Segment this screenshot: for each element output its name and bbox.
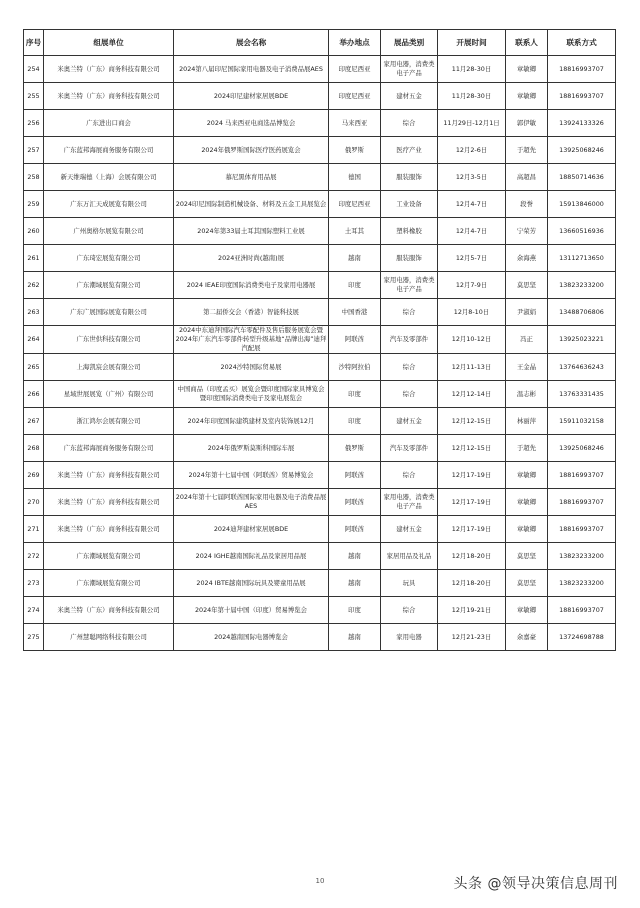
cell-phone: 13660516936 [548, 218, 616, 245]
table-row [24, 299, 616, 326]
cell-phone: 13488706806 [548, 299, 616, 326]
cell-contact: 余嘉豪 [506, 624, 548, 651]
cell-phone: 18816993707 [548, 56, 616, 83]
cell-contact: 冯正 [506, 326, 548, 354]
cell-date: 12月10-12日 [438, 326, 506, 354]
cell-organizer: 广东潮域展览有限公司 [44, 543, 174, 570]
cell-location: 俄罗斯 [329, 435, 381, 462]
cell-location: 越南 [329, 245, 381, 272]
cell-organizer: 上海凯宸会展有限公司 [44, 354, 174, 381]
cell-phone: 18816993707 [548, 489, 616, 516]
cell-contact: 高超昌 [506, 164, 548, 191]
cell-organizer: 广东万汇天成展览有限公司 [44, 191, 174, 218]
cell-index: 269 [24, 462, 44, 489]
cell-exhibition-name: 2024年第十七届中国（阿联酋）贸易博览会 [174, 462, 329, 489]
cell-category: 综合 [381, 299, 438, 326]
cell-date: 12月17-19日 [438, 489, 506, 516]
cell-exhibition-name: 2024年俄罗斯莫斯科国际车展 [174, 435, 329, 462]
cell-contact: 宁荣芳 [506, 218, 548, 245]
table-row [24, 570, 616, 597]
cell-date: 12月12-15日 [438, 408, 506, 435]
cell-organizer: 广东蓝邦海展商务服务有限公司 [44, 137, 174, 164]
cell-index: 267 [24, 408, 44, 435]
cell-organizer: 新天维瑞德（上海）会展有限公司 [44, 164, 174, 191]
cell-index: 260 [24, 218, 44, 245]
cell-date: 11月28-30日 [438, 56, 506, 83]
cell-contact: 林丽萍 [506, 408, 548, 435]
table-row [24, 381, 616, 408]
table-row [24, 408, 616, 435]
cell-location: 印度 [329, 272, 381, 299]
cell-contact: 尹淑娟 [506, 299, 548, 326]
cell-phone: 13823233200 [548, 272, 616, 299]
cell-location: 德国 [329, 164, 381, 191]
header-location: 举办地点 [329, 30, 381, 56]
cell-date: 12月7-9日 [438, 272, 506, 299]
cell-organizer: 广州慧聪网络科技有限公司 [44, 624, 174, 651]
cell-date: 12月4-7日 [438, 191, 506, 218]
cell-location: 越南 [329, 624, 381, 651]
cell-index: 268 [24, 435, 44, 462]
cell-phone: 13764636243 [548, 354, 616, 381]
cell-category: 汽车及零部件 [381, 326, 438, 354]
cell-exhibition-name: 中国商品（印度孟买）展览会暨印度国际家具博览会暨印度国际消费类电子及家电展览会 [174, 381, 329, 408]
cell-organizer: 广东进出口商会 [44, 110, 174, 137]
table-row [24, 83, 616, 110]
cell-contact: 章敏卿 [506, 489, 548, 516]
table-row [24, 597, 616, 624]
cell-category: 家用电器，消费类电子产品 [381, 56, 438, 83]
cell-location: 阿联酋 [329, 462, 381, 489]
cell-index: 259 [24, 191, 44, 218]
table-row [24, 462, 616, 489]
cell-exhibition-name: 慕尼黑体育用品展 [174, 164, 329, 191]
cell-contact: 章敏卿 [506, 597, 548, 624]
cell-index: 264 [24, 326, 44, 354]
cell-index: 255 [24, 83, 44, 110]
cell-index: 271 [24, 516, 44, 543]
cell-exhibition-name: 2024印尼国际制造机械设备、材料及五金工具展览会 [174, 191, 329, 218]
cell-organizer: 星域世展展览（广州）有限公司 [44, 381, 174, 408]
cell-contact: 郭伊敏 [506, 110, 548, 137]
table-row [24, 516, 616, 543]
cell-date: 12月17-19日 [438, 516, 506, 543]
cell-index: 265 [24, 354, 44, 381]
cell-location: 阿联酋 [329, 516, 381, 543]
cell-index: 254 [24, 56, 44, 83]
table-body [24, 56, 616, 651]
cell-exhibition-name: 2024沙特国际贸易展 [174, 354, 329, 381]
cell-date: 12月12-15日 [438, 435, 506, 462]
cell-location: 阿联酋 [329, 489, 381, 516]
cell-exhibition-name: 2024 IEAE印度国际消费类电子及家用电器展 [174, 272, 329, 299]
cell-category: 家用电器，消费类电子产品 [381, 489, 438, 516]
cell-category: 建材五金 [381, 83, 438, 110]
cell-date: 12月8-10日 [438, 299, 506, 326]
cell-index: 274 [24, 597, 44, 624]
header-index: 序号 [24, 30, 44, 56]
cell-exhibition-name: 2024 IGHE越南国际礼品及家居用品展 [174, 543, 329, 570]
cell-category: 建材五金 [381, 408, 438, 435]
cell-date: 12月11-13日 [438, 354, 506, 381]
cell-date: 12月4-7日 [438, 218, 506, 245]
table-row [24, 164, 616, 191]
cell-contact: 温志彬 [506, 381, 548, 408]
cell-exhibition-name: 2024迪拜建材家居展BDE [174, 516, 329, 543]
cell-location: 印度 [329, 381, 381, 408]
watermark: 头条 @领导决策信息周刊 [453, 876, 618, 892]
cell-exhibition-name: 2024年印度国际建筑建材及室内装饰展12月 [174, 408, 329, 435]
cell-location: 阿联酋 [329, 326, 381, 354]
cell-phone: 18816993707 [548, 83, 616, 110]
cell-index: 256 [24, 110, 44, 137]
cell-category: 汽车及零部件 [381, 435, 438, 462]
page-number: 10 [315, 877, 325, 885]
cell-phone: 13823233200 [548, 543, 616, 570]
cell-organizer: 广州奥格尔展览有限公司 [44, 218, 174, 245]
cell-exhibition-name: 2024第八届印尼国际家用电器及电子消费品展AES [174, 56, 329, 83]
cell-category: 医疗产业 [381, 137, 438, 164]
exhibition-table-wrapper [23, 29, 616, 651]
cell-exhibition-name: 2024 马来西亚电商选品博览会 [174, 110, 329, 137]
cell-organizer: 米奥兰特（广东）商务科技有限公司 [44, 56, 174, 83]
cell-phone: 13823233200 [548, 570, 616, 597]
cell-exhibition-name: 2024年第33届土耳其国际塑料工业展 [174, 218, 329, 245]
cell-index: 257 [24, 137, 44, 164]
exhibition-table [23, 29, 616, 651]
cell-phone: 13925023221 [548, 326, 616, 354]
cell-index: 272 [24, 543, 44, 570]
cell-contact: 章敏卿 [506, 56, 548, 83]
header-category: 展品类别 [381, 30, 438, 56]
table-row [24, 110, 616, 137]
cell-organizer: 广东潮域展览有限公司 [44, 570, 174, 597]
cell-phone: 18816993707 [548, 516, 616, 543]
cell-phone: 13763331435 [548, 381, 616, 408]
cell-exhibition-name: 2024 IBTE越南国际玩具及婴童用品展 [174, 570, 329, 597]
cell-contact: 王金晶 [506, 354, 548, 381]
table-row [24, 354, 616, 381]
cell-phone: 13925068246 [548, 435, 616, 462]
cell-category: 家居用品及礼品 [381, 543, 438, 570]
table-row [24, 218, 616, 245]
cell-contact: 莫思坚 [506, 272, 548, 299]
table-row [24, 272, 616, 299]
cell-phone: 13724698788 [548, 624, 616, 651]
cell-phone: 13112713650 [548, 245, 616, 272]
cell-category: 家用电器 [381, 624, 438, 651]
cell-location: 俄罗斯 [329, 137, 381, 164]
cell-contact: 章敏卿 [506, 516, 548, 543]
cell-date: 12月3-5日 [438, 164, 506, 191]
header-exhibition-name: 展会名称 [174, 30, 329, 56]
cell-location: 印度 [329, 597, 381, 624]
cell-organizer: 广东广展国际展览有限公司 [44, 299, 174, 326]
cell-category: 综合 [381, 462, 438, 489]
cell-organizer: 广东琦宏展览有限公司 [44, 245, 174, 272]
cell-category: 塑料橡胶 [381, 218, 438, 245]
cell-location: 印度尼西亚 [329, 83, 381, 110]
table-row [24, 435, 616, 462]
cell-location: 印度 [329, 408, 381, 435]
header-date: 开展时间 [438, 30, 506, 56]
cell-organizer: 米奥兰特（广东）商务科技有限公司 [44, 83, 174, 110]
cell-date: 11月29日-12月1日 [438, 110, 506, 137]
cell-category: 综合 [381, 381, 438, 408]
cell-index: 275 [24, 624, 44, 651]
table-row [24, 624, 616, 651]
cell-index: 266 [24, 381, 44, 408]
cell-date: 12月18-20日 [438, 570, 506, 597]
cell-contact: 章敏卿 [506, 462, 548, 489]
header-contact: 联系人 [506, 30, 548, 56]
cell-contact: 莫思坚 [506, 543, 548, 570]
cell-phone: 18816993707 [548, 462, 616, 489]
header-phone: 联系方式 [548, 30, 616, 56]
table-row [24, 137, 616, 164]
cell-phone: 18850714636 [548, 164, 616, 191]
cell-contact: 于超先 [506, 137, 548, 164]
cell-phone: 13925068246 [548, 137, 616, 164]
cell-exhibition-name: 2024年俄罗斯国际医疗医药展览会 [174, 137, 329, 164]
cell-contact: 莫思坚 [506, 570, 548, 597]
cell-phone: 15911032158 [548, 408, 616, 435]
cell-contact: 于超先 [506, 435, 548, 462]
cell-category: 家用电器，消费类电子产品 [381, 272, 438, 299]
cell-index: 263 [24, 299, 44, 326]
cell-exhibition-name: 2024亚洲时尚(越南)展 [174, 245, 329, 272]
cell-exhibition-name: 2024年第十届中国（印度）贸易博览会 [174, 597, 329, 624]
cell-location: 中国香港 [329, 299, 381, 326]
cell-date: 11月28-30日 [438, 83, 506, 110]
cell-phone: 15913846000 [548, 191, 616, 218]
table-row [24, 326, 616, 354]
cell-organizer: 米奥兰特（广东）商务科技有限公司 [44, 462, 174, 489]
cell-index: 262 [24, 272, 44, 299]
cell-phone: 18816993707 [548, 597, 616, 624]
cell-organizer: 米奥兰特（广东）商务科技有限公司 [44, 516, 174, 543]
cell-organizer: 广东蓝邦海展商务服务有限公司 [44, 435, 174, 462]
cell-location: 马来西亚 [329, 110, 381, 137]
cell-exhibition-name: 2024年第十七届阿联酋国际家用电器及电子消费品展AES [174, 489, 329, 516]
table-row [24, 245, 616, 272]
cell-index: 261 [24, 245, 44, 272]
cell-index: 273 [24, 570, 44, 597]
cell-organizer: 广东潮域展览有限公司 [44, 272, 174, 299]
cell-category: 综合 [381, 354, 438, 381]
cell-organizer: 浙江鸿尔会展有限公司 [44, 408, 174, 435]
cell-organizer: 广东世供科技有限公司 [44, 326, 174, 354]
table-row [24, 489, 616, 516]
cell-category: 服装服饰 [381, 245, 438, 272]
cell-date: 12月17-19日 [438, 462, 506, 489]
cell-date: 12月5-7日 [438, 245, 506, 272]
cell-exhibition-name: 第二届侨交会（香港）智能科技展 [174, 299, 329, 326]
cell-contact: 段誉 [506, 191, 548, 218]
cell-category: 工业设备 [381, 191, 438, 218]
cell-index: 270 [24, 489, 44, 516]
cell-date: 12月2-6日 [438, 137, 506, 164]
cell-location: 沙特阿拉伯 [329, 354, 381, 381]
table-row [24, 543, 616, 570]
cell-location: 土耳其 [329, 218, 381, 245]
cell-contact: 章敏卿 [506, 83, 548, 110]
header-organizer: 组展单位 [44, 30, 174, 56]
cell-contact: 余海燕 [506, 245, 548, 272]
cell-location: 印度尼西亚 [329, 56, 381, 83]
cell-location: 越南 [329, 543, 381, 570]
cell-organizer: 米奥兰特（广东）商务科技有限公司 [44, 489, 174, 516]
cell-category: 玩具 [381, 570, 438, 597]
cell-date: 12月12-14日 [438, 381, 506, 408]
cell-category: 综合 [381, 597, 438, 624]
cell-index: 258 [24, 164, 44, 191]
cell-category: 建材五金 [381, 516, 438, 543]
cell-date: 12月18-20日 [438, 543, 506, 570]
table-row [24, 56, 616, 83]
cell-phone: 13924133326 [548, 110, 616, 137]
cell-date: 12月19-21日 [438, 597, 506, 624]
cell-date: 12月21-23日 [438, 624, 506, 651]
cell-exhibition-name: 2024印尼建材家居展BDE [174, 83, 329, 110]
cell-location: 越南 [329, 570, 381, 597]
cell-category: 综合 [381, 110, 438, 137]
cell-exhibition-name: 2024中东迪拜国际汽车零配件及售后服务展览会暨2024年广东汽车零部件转型升级基地“品牌出海”迪拜汽配展 [174, 326, 329, 354]
cell-exhibition-name: 2024越南国际电器博览会 [174, 624, 329, 651]
cell-category: 服装服饰 [381, 164, 438, 191]
cell-location: 印度尼西亚 [329, 191, 381, 218]
cell-organizer: 米奥兰特（广东）商务科技有限公司 [44, 597, 174, 624]
table-header-row [24, 30, 616, 56]
table-row [24, 191, 616, 218]
